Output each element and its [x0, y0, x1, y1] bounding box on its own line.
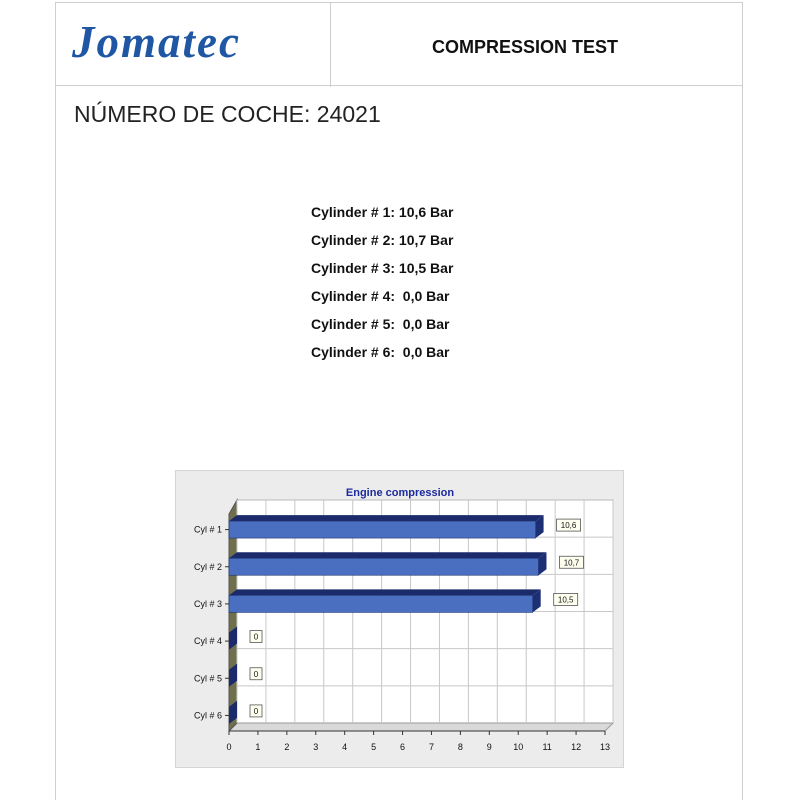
x-tick-label: 7: [428, 742, 434, 752]
jomatec-logo: Jomatec: [72, 17, 241, 67]
y-category-label: Cyl # 5: [193, 673, 222, 684]
value-label: 0: [253, 706, 259, 716]
y-category-label: Cyl # 3: [193, 598, 222, 609]
y-category-label: Cyl # 1: [193, 524, 222, 535]
report-title: COMPRESSION TEST: [432, 37, 619, 57]
x-tick-label: 10: [513, 742, 524, 752]
cylinder-readings: [311, 200, 453, 368]
value-label: 10,6: [560, 521, 577, 531]
bar-top-face: [229, 515, 544, 521]
compression-chart-svg: [176, 471, 623, 767]
header-divider: [330, 3, 331, 87]
reading-cylinder-4: Cylinder # 4: 0,0 Bar: [311, 288, 450, 304]
value-label: 10,5: [557, 595, 574, 605]
x-tick-label: 4: [342, 742, 348, 752]
y-category-label: Cyl # 6: [193, 710, 222, 721]
reading-cylinder-2: Cylinder # 2: 10,7 Bar: [311, 232, 454, 248]
compression-chart: [175, 470, 624, 768]
x-tick-label: 8: [457, 742, 463, 752]
reading-cylinder-6: Cylinder # 6: 0,0 Bar: [311, 344, 450, 360]
chart-floor: [229, 723, 613, 731]
report-header: [56, 2, 743, 86]
x-tick-label: 11: [542, 742, 552, 752]
chart-title: Engine compression: [345, 487, 455, 499]
y-category-label: Cyl # 4: [193, 636, 222, 647]
x-tick-label: 6: [400, 742, 406, 752]
value-label: 0: [253, 669, 259, 679]
reading-cylinder-3: Cylinder # 3: 10,5 Bar: [311, 260, 454, 276]
bar-top-face: [229, 589, 541, 595]
bar-cyl-1: [229, 521, 536, 538]
report-page: [55, 2, 743, 800]
x-tick-label: 0: [226, 742, 232, 752]
bar-top-face: [229, 552, 546, 558]
value-label: 10,7: [563, 558, 580, 568]
value-label: 0: [253, 632, 259, 642]
y-category-label: Cyl # 2: [193, 561, 222, 572]
reading-cylinder-5: Cylinder # 5: 0,0 Bar: [311, 316, 450, 332]
car-number-line: NÚMERO DE COCHE: 24021: [74, 101, 381, 127]
x-tick-label: 1: [255, 742, 261, 752]
x-tick-label: 3: [313, 742, 319, 752]
x-tick-label: 2: [284, 742, 290, 752]
x-tick-label: 12: [571, 742, 582, 752]
x-tick-label: 9: [486, 742, 492, 752]
x-tick-label: 13: [599, 742, 611, 752]
x-tick-label: 5: [371, 742, 377, 752]
bar-cyl-2: [229, 558, 538, 575]
reading-cylinder-1: Cylinder # 1: 10,6 Bar: [311, 204, 454, 220]
bar-cyl-3: [229, 595, 533, 612]
